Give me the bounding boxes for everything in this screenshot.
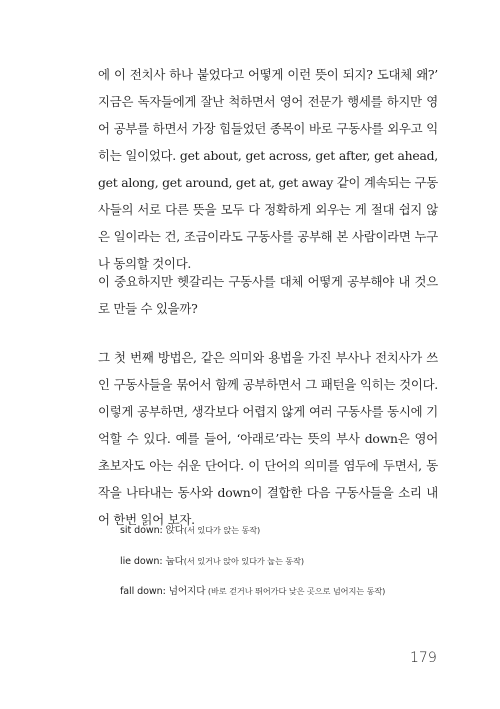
- body-paragraph-3: 그 첫 번째 방법은, 같은 의미와 용법을 가진 부사나 전치사가 쓰인 구동사들을 묶어서 함께 공부하면서 그 패턴을 익히는 것이다. 이렇게 공부하면, 생각보다 어렵지 않게 여러 구동사를 동시에 기억할 수 있다. 예를 들어, ‘아래로’라는 뜻의 부사 down은 영어 초보자도 아는 쉬운 단어다. 이 단어의 의미를 염두에 두면서, 동작을 나타내는 동사와 down이 결합한 다음 구동사들을 소리 내어 한번 읽어 보자.: [98, 350, 438, 527]
- example-term: sit down: 앉다: [120, 525, 184, 536]
- example-term: lie down: 눕다: [120, 556, 184, 567]
- example-note: (바로 걷거나 뛰어가다 낮은 곳으로 넘어지는 동작): [205, 586, 386, 596]
- body-paragraph-2: 이 중요하지만 헷갈리는 구동사를 대체 어떻게 공부해야 내 것으로 만들 수 있을까?: [98, 274, 438, 316]
- example-term: fall down: 넘어지다: [120, 586, 206, 597]
- example-note: (서 있다가 앉는 동작): [183, 525, 261, 535]
- example-fall-down: [120, 585, 450, 598]
- example-sit-down: [120, 524, 450, 537]
- example-note: (서 있거나 앉아 있다가 눕는 동작): [183, 556, 305, 566]
- example-lie-down: [120, 555, 450, 568]
- page-number: 179: [410, 650, 437, 666]
- body-paragraph-1: 에 이 전치사 하나 붙었다고 어떻게 이런 뜻이 되지? 도대체 왜?’ 지금은 독자들에게 잘난 척하면서 영어 전문가 행세를 하지만 영어 공부를 하면서 가장 힘들었던 종목이 바로 구동사를 외우고 익히는 일이었다. get about, get across, get after, get ahead, get along, get around, get at, get away 같이 계속되는 구동사들의 서로 다른 뜻을 모두 다 정확하게 외우는 게 절대 쉽지 않은 일이라는 건, 조금이라도 구동사를 공부해 본 사람이라면 누구나 동의할 것이다.: [98, 67, 438, 271]
